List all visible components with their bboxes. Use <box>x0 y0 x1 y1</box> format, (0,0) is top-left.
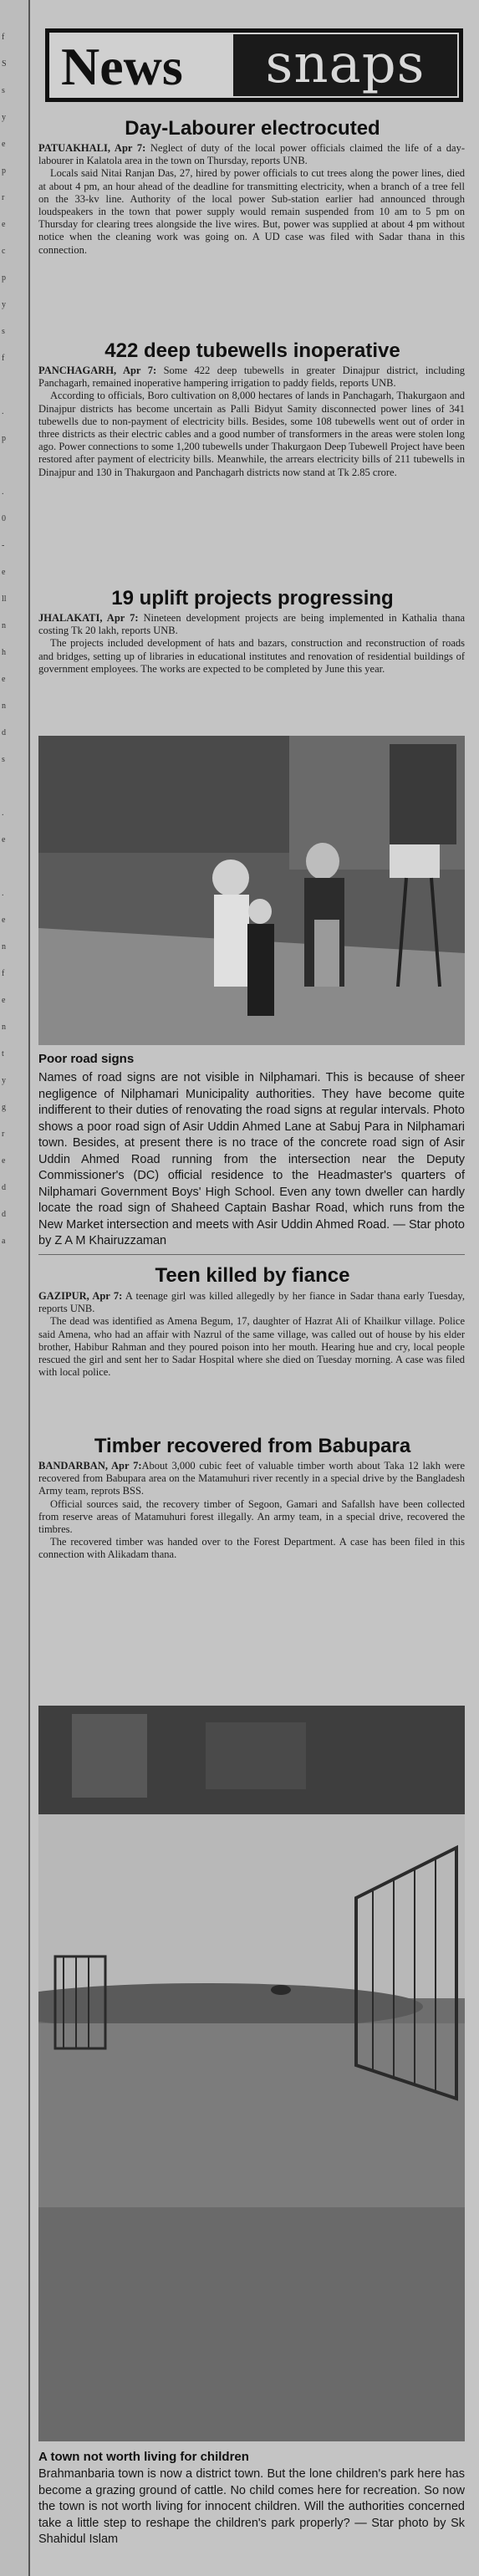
column-divider <box>28 0 30 2576</box>
article-body <box>38 1460 465 1562</box>
gutter-char: . <box>2 889 4 898</box>
masthead <box>45 28 463 102</box>
gutter-char: e <box>2 140 6 149</box>
gutter-char: e <box>2 568 6 577</box>
headline: 422 deep tubewells inoperative <box>104 339 400 362</box>
gutter-char: d <box>2 728 6 737</box>
gutter-char: e <box>2 835 6 844</box>
gutter-char: r <box>2 193 5 202</box>
paragraph: The recovered timber was handed over to the Forest Department. A case has been filed in this connection with Alikadam thana. <box>38 1536 465 1561</box>
gutter-char: y <box>2 1076 6 1085</box>
photo-caption: Names of road signs are not visible in Nilphamari. This is because of sheer negligence of Nilphamari Municipality authorities. They have become quite indifferent to their duties of renovating the road signs at regular intervals. Photo shows a poor road sign of Asir Uddin Ahmed Lane at Sabuj Para in Nilphamari town. Besides, at present there is no trace of the concrete road sign of Asir Uddin Ahmed Road running from the intersection near the Deputy Commissioner's (DC) official residence to the Headmaster's quarters of Nilphamari Government Boys' High School. Even any town dweller can hardly locate the road sign of Shaheed Captain Bashar Road, which runs from the New Market intersection and meets with Asir Uddin Ahmed Road. — Star photo by Z A M Khairuzzaman <box>38 1071 465 1247</box>
headline: 19 uplift projects progressing <box>111 587 394 610</box>
gutter-char: r <box>2 1130 5 1139</box>
gutter-char: a <box>2 1237 6 1246</box>
article-body <box>38 142 465 257</box>
gutter-char: s <box>2 755 5 764</box>
gutter-char: 0 <box>2 514 6 523</box>
paragraph: JHALAKATI, Apr 7: Nineteen development projects are being implemented in Kathalia thana costing Tk 20 lakh, reports UNB. <box>38 612 465 637</box>
divider <box>38 1254 465 1255</box>
gutter-char: y <box>2 300 6 309</box>
childrens-park-photo <box>38 1706 465 2441</box>
gutter-char: h <box>2 648 6 657</box>
gutter-char: f <box>2 33 5 42</box>
paragraph: GAZIPUR, Apr 7: A teenage girl was killed allegedly by her fiance in Sadar thana early Tuesday, reports UNB. <box>38 1290 465 1315</box>
gutter-char: . <box>2 407 4 416</box>
adjacent-column-edge <box>0 0 28 2576</box>
gutter-char: S <box>2 59 7 69</box>
gutter-char: d <box>2 1210 6 1219</box>
gutter-char: g <box>2 1103 6 1112</box>
paragraph: According to officials, Boro cultivation on 8,000 hectares of lands in Panchagarh, Thakurgaon and Dinajpur districts has become uncertain as Palli Bidyut Samity disconnected power lines of 341 tubewells due to non-payment of electricity bills. Besides, some 108 tubewells went out of order in three districts as their electric cables and a good number of transformers in the areas were stolen long ago. Power connections to some 1,200 tubewells under Thakurgaon Deep Tubewell Project have been restored after payment of electricity bills. Meanwhile, the arrears electricity bills of 211 tubewells in Dinajpur and 130 in Thakurgaon and Panchagarh districts now stand at Tk 2.85 crore. <box>38 390 465 478</box>
gutter-char: - <box>2 541 5 550</box>
gutter-char: n <box>2 701 6 711</box>
gutter-char: p <box>2 166 6 176</box>
photo-credit: — Star photo by Sk Shahidul Islam <box>38 2516 465 2546</box>
photo-credit: — Star photo by Z A M Khairuzzaman <box>38 1217 465 1247</box>
gutter-char: n <box>2 621 6 630</box>
paragraph: The dead was identified as Amena Begum, 17, daughter of Hazrat Ali of Khailkur village. Police said Amena, who had an affair with Nazrul of the same village, was called out of house by his elder brother, Habibur Rahman and they poured poison into her mouth. Hearing hue and cry, local people rescued the girl and sent her to Sadar Hospital where she died on Tuesday morning. A case was filed with local police. <box>38 1315 465 1379</box>
paragraph: Official sources said, the recovery timber of Segoon, Gamari and Safallsh have been collected from reserve areas of Matamuhuri forest illegally. An army team, in a special drive, recovered the timbres. <box>38 1497 465 1536</box>
masthead-word-snaps: snaps <box>233 34 457 96</box>
road-sign-photo <box>38 736 465 1045</box>
paragraph: Locals said Nitai Ranjan Das, 27, hired by power officials to cut trees along the power lines, died at about 4 pm, an hour ahead of the deadline for transmitting electricity, when a branch of a tree fell on the 33-kv line. Authority of the local power Sub-station earlier had announced through loudspeakers in the town that power supply would remain suspended from 10 am to 5 pm on Thursday for clearing trees alongside the live wires. But, power was supplied at about 4 pm without notice when the cleaning work was going on. A UD case was filed with Sadar thana in this connection. <box>38 167 465 256</box>
paragraph: PANCHAGARH, Apr 7: Some 422 deep tubewells in greater Dinajpur district, including Panchagarh, remained inoperative hampering irrigation to paddy fields, reports UNB. <box>38 365 465 390</box>
masthead-word-news: News <box>61 37 183 96</box>
gutter-char: y <box>2 113 6 122</box>
headline: Day-Labourer electrocuted <box>125 117 380 140</box>
headline: Teen killed by fiance <box>155 1264 350 1287</box>
gutter-char: n <box>2 942 6 951</box>
article-body <box>38 365 465 479</box>
gutter-char: e <box>2 1156 6 1166</box>
gutter-char: . <box>2 809 4 818</box>
gutter-char: s <box>2 327 5 336</box>
gutter-char: d <box>2 1183 6 1192</box>
gutter-char: c <box>2 247 6 256</box>
paragraph: PATUAKHALI, Apr 7: Neglect of duty of the local power officials claimed the life of a day-labourer in Kalatola area in the town on Thursday, reports UNB. <box>38 142 465 167</box>
gutter-char: e <box>2 916 6 925</box>
article-body <box>38 1290 465 1379</box>
gutter-char: t <box>2 1049 4 1058</box>
gutter-char: f <box>2 354 5 363</box>
gutter-char: p <box>2 434 6 443</box>
gutter-char: p <box>2 273 6 283</box>
paragraph: The projects included development of hats and bazars, construction and reconstruction of roads and bridges, setting up of libraries in educational institutes and renovation of residential buildings of government employees. The works are expected to be completed by June this year. <box>38 637 465 675</box>
gutter-char: n <box>2 1023 6 1032</box>
gutter-char: ll <box>2 594 7 604</box>
article-body <box>38 612 465 676</box>
gutter-char: e <box>2 996 6 1005</box>
caption-title: A town not worth living for children <box>38 2450 249 2464</box>
gutter-char: s <box>2 86 5 95</box>
gutter-char: . <box>2 487 4 497</box>
photo-caption: Brahmanbaria town is now a district town. But the lone children's park here has become a grazing ground of cattle. No child comes here for recreation. So now the town is not worth living for innocent children. Will the authorities concerned take a little step to reshape the children's park properly? — Star photo by Sk Shahidul Islam <box>38 2467 465 2546</box>
gutter-char: e <box>2 220 6 229</box>
paragraph: BANDARBAN, Apr 7:About 3,000 cubic feet of valuable timber worth about Taka 12 lakh were recovered from Babupara area on the Matamuhuri river recently in a special drive by the Bangladesh Army team, reprots BSS. <box>38 1460 466 1497</box>
news-column <box>33 0 471 2576</box>
headline: Timber recovered from Babupara <box>94 1435 411 1457</box>
gutter-char: f <box>2 969 5 978</box>
gutter-char: e <box>2 675 6 684</box>
caption-title: Poor road signs <box>38 1052 135 1066</box>
